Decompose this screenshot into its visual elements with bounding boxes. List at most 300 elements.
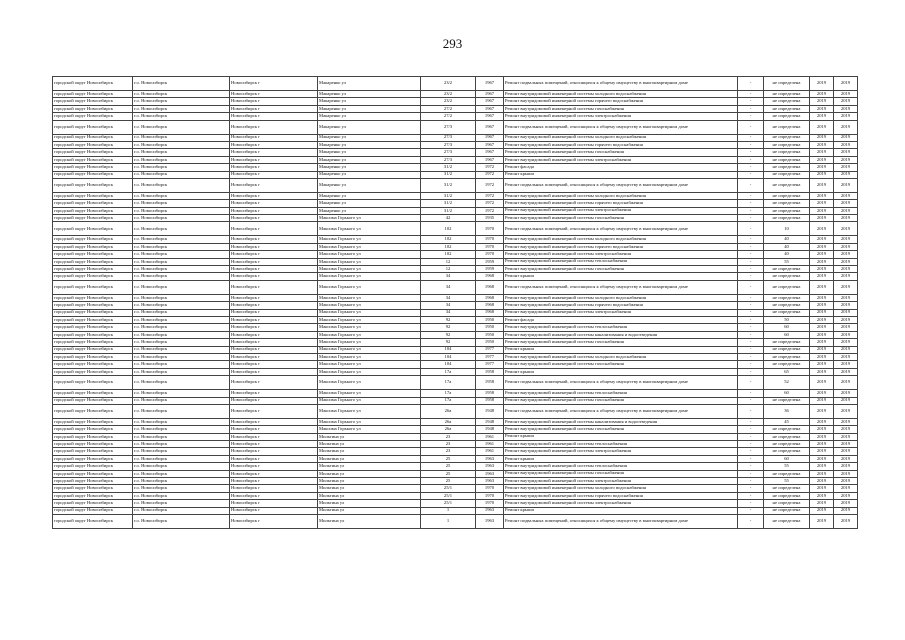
year-end-cell: 2019: [834, 200, 858, 207]
table-row: [53, 331, 858, 338]
street-cell: Максима Горького ул: [318, 280, 421, 294]
volume-cell: не определена: [764, 433, 810, 440]
table-row: [53, 266, 858, 273]
year-start-cell: 2019: [810, 91, 834, 98]
table-row: [53, 302, 858, 309]
city-cell: Новосибирск г: [230, 463, 318, 470]
house-number-cell: 27/3: [421, 149, 476, 156]
settlement-cell: г.о. Новосибирск: [133, 441, 230, 448]
table-row: [53, 404, 858, 418]
municipality-cell: городской округ Новосибирск: [53, 478, 133, 485]
year-start-cell: 2019: [810, 164, 834, 171]
work-type-cell: Ремонт внутридомовой инженерной системы канализования и водоотведения: [504, 418, 738, 425]
city-cell: Новосибирск г: [230, 243, 318, 250]
city-cell: Новосибирск г: [230, 236, 318, 243]
table-row: [53, 368, 858, 375]
city-cell: Новосибирск г: [230, 302, 318, 309]
settlement-cell: г.о. Новосибирск: [133, 390, 230, 397]
settlement-cell: г.о. Новосибирск: [133, 368, 230, 375]
table-row: [53, 236, 858, 243]
street-cell: Мильтина ул: [318, 507, 421, 514]
table-row: [53, 353, 858, 360]
settlement-cell: г.о. Новосибирск: [133, 294, 230, 301]
cost-cell: -: [738, 178, 764, 192]
table-row: [53, 192, 858, 199]
city-cell: Новосибирск г: [230, 448, 318, 455]
house-number-cell: 34: [421, 309, 476, 316]
settlement-cell: г.о. Новосибирск: [133, 105, 230, 112]
year-start-cell: 2019: [810, 309, 834, 316]
settlement-cell: г.о. Новосибирск: [133, 280, 230, 294]
year-end-cell: 2019: [834, 507, 858, 514]
volume-cell: не определена: [764, 280, 810, 294]
city-cell: Новосибирск г: [230, 485, 318, 492]
cost-cell: -: [738, 215, 764, 222]
year-start-cell: 2019: [810, 353, 834, 360]
year-start-cell: 2019: [810, 346, 834, 353]
work-type-cell: Ремонт внутридомовой инженерной системы газоснабжения: [504, 397, 738, 404]
street-cell: Максима Горького ул: [318, 426, 421, 433]
city-cell: Новосибирск г: [230, 98, 318, 105]
table-row: [53, 273, 858, 280]
volume-cell: 55: [764, 478, 810, 485]
year-start-cell: 2019: [810, 448, 834, 455]
table-row: [53, 105, 858, 112]
year-cell: 1958: [476, 368, 504, 375]
street-cell: Макаренко ул: [318, 134, 421, 141]
table-row: [53, 426, 858, 433]
work-type-cell: Ремонт внутридомовой инженерной системы холодного водоснабжения: [504, 236, 738, 243]
city-cell: Новосибирск г: [230, 397, 318, 404]
house-number-cell: 23: [421, 441, 476, 448]
year-end-cell: 2019: [834, 492, 858, 499]
municipality-cell: городской округ Новосибирск: [53, 485, 133, 492]
street-cell: Мильтина ул: [318, 500, 421, 507]
street-cell: Максима Горького ул: [318, 215, 421, 222]
year-cell: 1961: [476, 433, 504, 440]
work-type-cell: Ремонт внутридомовой инженерной системы электроснабжения: [504, 500, 738, 507]
city-cell: Новосибирск г: [230, 251, 318, 258]
year-start-cell: 2019: [810, 222, 834, 236]
year-cell: 1963: [476, 463, 504, 470]
year-start-cell: 2019: [810, 404, 834, 418]
house-number-cell: 27/3: [421, 156, 476, 163]
house-number-cell: 17а: [421, 376, 476, 390]
settlement-cell: г.о. Новосибирск: [133, 200, 230, 207]
year-end-cell: 2019: [834, 463, 858, 470]
year-end-cell: 2019: [834, 156, 858, 163]
work-type-cell: Ремонт подвальных помещений, относящихся к общему имуществу в многоквартирном доме: [504, 178, 738, 192]
house-number-cell: 26а: [421, 404, 476, 418]
municipality-cell: городской округ Новосибирск: [53, 266, 133, 273]
year-cell: 1972: [476, 171, 504, 178]
municipality-cell: городской округ Новосибирск: [53, 397, 133, 404]
year-cell: 1972: [476, 178, 504, 192]
street-cell: Макаренко ул: [318, 200, 421, 207]
year-end-cell: 2019: [834, 149, 858, 156]
table-row: [53, 141, 858, 148]
year-end-cell: 2019: [834, 192, 858, 199]
municipality-cell: городской округ Новосибирск: [53, 339, 133, 346]
volume-cell: 60: [764, 331, 810, 338]
volume-cell: не определена: [764, 192, 810, 199]
settlement-cell: г.о. Новосибирск: [133, 258, 230, 265]
year-start-cell: 2019: [810, 113, 834, 120]
year-end-cell: 2019: [834, 222, 858, 236]
year-end-cell: 2019: [834, 339, 858, 346]
street-cell: Мильтина ул: [318, 514, 421, 528]
year-start-cell: 2019: [810, 478, 834, 485]
street-cell: Максима Горького ул: [318, 404, 421, 418]
table-row: [53, 200, 858, 207]
work-type-cell: Ремонт внутридомовой инженерной системы холодного водоснабжения: [504, 353, 738, 360]
volume-cell: не определена: [764, 105, 810, 112]
year-start-cell: 2019: [810, 105, 834, 112]
table-row: [53, 500, 858, 507]
year-cell: 1950: [476, 339, 504, 346]
city-cell: Новосибирск г: [230, 77, 318, 91]
year-start-cell: 2019: [810, 258, 834, 265]
table-row: [53, 149, 858, 156]
year-end-cell: 2019: [834, 236, 858, 243]
house-number-cell: 25/1: [421, 485, 476, 492]
year-start-cell: 2019: [810, 149, 834, 156]
street-cell: Максима Горького ул: [318, 266, 421, 273]
municipality-cell: городской округ Новосибирск: [53, 149, 133, 156]
volume-cell: не определена: [764, 294, 810, 301]
year-start-cell: 2019: [810, 294, 834, 301]
settlement-cell: г.о. Новосибирск: [133, 141, 230, 148]
year-cell: 1968: [476, 280, 504, 294]
cost-cell: -: [738, 192, 764, 199]
volume-cell: не определена: [764, 113, 810, 120]
year-end-cell: 2019: [834, 448, 858, 455]
year-start-cell: 2019: [810, 316, 834, 323]
year-end-cell: 2019: [834, 294, 858, 301]
settlement-cell: г.о. Новосибирск: [133, 192, 230, 199]
street-cell: Мильтина ул: [318, 478, 421, 485]
year-cell: 1963: [476, 455, 504, 462]
street-cell: Максима Горького ул: [318, 316, 421, 323]
house-number-cell: 25: [421, 470, 476, 477]
house-number-cell: 31/2: [421, 178, 476, 192]
year-start-cell: 2019: [810, 200, 834, 207]
municipality-cell: городской округ Новосибирск: [53, 251, 133, 258]
cost-cell: -: [738, 433, 764, 440]
volume-cell: не определена: [764, 120, 810, 134]
work-type-cell: Ремонт внутридомовой инженерной системы горячего водоснабжения: [504, 492, 738, 499]
year-cell: 1968: [476, 302, 504, 309]
table-row: [53, 309, 858, 316]
table-row: [53, 215, 858, 222]
house-number-cell: 23/2: [421, 98, 476, 105]
year-start-cell: 2019: [810, 243, 834, 250]
cost-cell: -: [738, 251, 764, 258]
volume-cell: не определена: [764, 361, 810, 368]
settlement-cell: г.о. Новосибирск: [133, 273, 230, 280]
house-number-cell: 26а: [421, 418, 476, 425]
house-number-cell: 31/2: [421, 192, 476, 199]
table-body: [53, 77, 858, 529]
settlement-cell: г.о. Новосибирск: [133, 222, 230, 236]
volume-cell: 60: [764, 455, 810, 462]
year-end-cell: 2019: [834, 455, 858, 462]
table-row: [53, 98, 858, 105]
table-row: [53, 485, 858, 492]
work-type-cell: Ремонт внутридомовой инженерной системы холодного водоснабжения: [504, 91, 738, 98]
city-cell: Новосибирск г: [230, 105, 318, 112]
year-cell: 1967: [476, 149, 504, 156]
street-cell: Макаренко ул: [318, 164, 421, 171]
year-cell: 1967: [476, 77, 504, 91]
year-cell: 1970: [476, 500, 504, 507]
year-cell: 1972: [476, 192, 504, 199]
cost-cell: -: [738, 120, 764, 134]
settlement-cell: г.о. Новосибирск: [133, 251, 230, 258]
city-cell: Новосибирск г: [230, 455, 318, 462]
work-type-cell: Ремонт внутридомовой инженерной системы холодного водоснабжения: [504, 134, 738, 141]
year-start-cell: 2019: [810, 192, 834, 199]
work-type-cell: Ремонт внутридомовой инженерной системы газоснабжения: [504, 361, 738, 368]
municipality-cell: городской округ Новосибирск: [53, 492, 133, 499]
work-type-cell: Ремонт внутридомовой инженерной системы горячего водоснабжения: [504, 98, 738, 105]
municipality-cell: городской округ Новосибирск: [53, 500, 133, 507]
house-number-cell: 26а: [421, 426, 476, 433]
street-cell: Максима Горького ул: [318, 324, 421, 331]
year-start-cell: 2019: [810, 463, 834, 470]
municipality-cell: городской округ Новосибирск: [53, 178, 133, 192]
volume-cell: не определена: [764, 149, 810, 156]
volume-cell: не определена: [764, 156, 810, 163]
table-row: [53, 433, 858, 440]
year-start-cell: 2019: [810, 236, 834, 243]
city-cell: Новосибирск г: [230, 192, 318, 199]
house-number-cell: 23/2: [421, 91, 476, 98]
work-type-cell: Ремонт внутридомовой инженерной системы горячего водоснабжения: [504, 200, 738, 207]
year-cell: 1967: [476, 141, 504, 148]
municipality-cell: городской округ Новосибирск: [53, 280, 133, 294]
street-cell: Максима Горького ул: [318, 294, 421, 301]
street-cell: Максима Горького ул: [318, 397, 421, 404]
cost-cell: -: [738, 463, 764, 470]
cost-cell: -: [738, 164, 764, 171]
house-number-cell: 92: [421, 316, 476, 323]
street-cell: Максима Горького ул: [318, 339, 421, 346]
year-start-cell: 2019: [810, 280, 834, 294]
table-row: [53, 207, 858, 214]
year-cell: 1958: [476, 397, 504, 404]
year-cell: 1970: [476, 485, 504, 492]
year-start-cell: 2019: [810, 171, 834, 178]
table-row: [53, 346, 858, 353]
street-cell: Мильтина ул: [318, 441, 421, 448]
year-cell: 1972: [476, 207, 504, 214]
cost-cell: -: [738, 478, 764, 485]
work-type-cell: Ремонт крыши: [504, 455, 738, 462]
city-cell: Новосибирск г: [230, 376, 318, 390]
municipality-cell: городской округ Новосибирск: [53, 294, 133, 301]
settlement-cell: г.о. Новосибирск: [133, 77, 230, 91]
volume-cell: не определена: [764, 426, 810, 433]
table-row: [53, 455, 858, 462]
work-type-cell: Ремонт внутридомовой инженерной системы электроснабжения: [504, 478, 738, 485]
house-number-cell: 1: [421, 507, 476, 514]
city-cell: Новосибирск г: [230, 222, 318, 236]
municipality-cell: городской округ Новосибирск: [53, 353, 133, 360]
year-cell: 1963: [476, 514, 504, 528]
city-cell: Новосибирск г: [230, 478, 318, 485]
house-number-cell: 31/2: [421, 171, 476, 178]
table-row: [53, 376, 858, 390]
municipality-cell: городской округ Новосибирск: [53, 470, 133, 477]
cost-cell: -: [738, 507, 764, 514]
house-number-cell: 25/1: [421, 492, 476, 499]
work-type-cell: Ремонт подвальных помещений, относящихся к общему имуществу в многоквартирном доме: [504, 514, 738, 528]
municipality-cell: городской округ Новосибирск: [53, 243, 133, 250]
municipality-cell: городской округ Новосибирск: [53, 236, 133, 243]
house-number-cell: 92: [421, 331, 476, 338]
city-cell: Новосибирск г: [230, 164, 318, 171]
house-number-cell: 27/3: [421, 141, 476, 148]
house-number-cell: 104: [421, 346, 476, 353]
house-number-cell: 31/2: [421, 207, 476, 214]
year-start-cell: 2019: [810, 339, 834, 346]
house-number-cell: 42: [421, 215, 476, 222]
year-start-cell: 2019: [810, 331, 834, 338]
cost-cell: -: [738, 156, 764, 163]
city-cell: Новосибирск г: [230, 361, 318, 368]
municipality-cell: городской округ Новосибирск: [53, 448, 133, 455]
municipality-cell: городской округ Новосибирск: [53, 77, 133, 91]
year-end-cell: 2019: [834, 243, 858, 250]
settlement-cell: г.о. Новосибирск: [133, 514, 230, 528]
municipality-cell: городской округ Новосибирск: [53, 98, 133, 105]
work-type-cell: Ремонт внутридомовой инженерной системы газоснабжения: [504, 470, 738, 477]
house-number-cell: 34: [421, 294, 476, 301]
street-cell: Максима Горького ул: [318, 346, 421, 353]
cost-cell: -: [738, 149, 764, 156]
house-number-cell: 34: [421, 273, 476, 280]
settlement-cell: г.о. Новосибирск: [133, 149, 230, 156]
work-type-cell: Ремонт внутридомовой инженерной системы газоснабжения: [504, 266, 738, 273]
volume-cell: не определена: [764, 470, 810, 477]
cost-cell: -: [738, 470, 764, 477]
year-cell: 1950: [476, 316, 504, 323]
table-row: [53, 113, 858, 120]
table-row: [53, 77, 858, 91]
city-cell: Новосибирск г: [230, 294, 318, 301]
street-cell: Максима Горького ул: [318, 273, 421, 280]
work-type-cell: Ремонт внутридомовой инженерной системы электроснабжения: [504, 448, 738, 455]
year-cell: 1970: [476, 236, 504, 243]
year-cell: 1961: [476, 448, 504, 455]
street-cell: Максима Горького ул: [318, 376, 421, 390]
municipality-cell: городской округ Новосибирск: [53, 156, 133, 163]
table-row: [53, 463, 858, 470]
work-type-cell: Ремонт крыши: [504, 433, 738, 440]
year-end-cell: 2019: [834, 433, 858, 440]
volume-cell: не определена: [764, 346, 810, 353]
cost-cell: -: [738, 485, 764, 492]
table-row: [53, 251, 858, 258]
year-cell: 1967: [476, 134, 504, 141]
work-type-cell: Ремонт внутридомовой инженерной системы горячего водоснабжения: [504, 243, 738, 250]
city-cell: Новосибирск г: [230, 492, 318, 499]
house-number-cell: 102: [421, 236, 476, 243]
cost-cell: -: [738, 141, 764, 148]
volume-cell: не определена: [764, 339, 810, 346]
year-cell: 1948: [476, 404, 504, 418]
year-start-cell: 2019: [810, 368, 834, 375]
work-type-cell: Ремонт внутридомовой инженерной системы электроснабжения: [504, 156, 738, 163]
year-cell: 1972: [476, 164, 504, 171]
municipality-cell: городской округ Новосибирск: [53, 390, 133, 397]
cost-cell: -: [738, 331, 764, 338]
street-cell: Макаренко ул: [318, 149, 421, 156]
city-cell: Новосибирск г: [230, 171, 318, 178]
table-row: [53, 164, 858, 171]
year-end-cell: 2019: [834, 426, 858, 433]
year-end-cell: 2019: [834, 368, 858, 375]
city-cell: Новосибирск г: [230, 134, 318, 141]
municipality-cell: городской округ Новосибирск: [53, 200, 133, 207]
volume-cell: 55: [764, 463, 810, 470]
settlement-cell: г.о. Новосибирск: [133, 98, 230, 105]
year-start-cell: 2019: [810, 178, 834, 192]
municipality-cell: городской округ Новосибирск: [53, 222, 133, 236]
cost-cell: -: [738, 273, 764, 280]
year-cell: 1961: [476, 441, 504, 448]
work-type-cell: Ремонт подвальных помещений, относящихся к общему имуществу в многоквартирном доме: [504, 376, 738, 390]
settlement-cell: г.о. Новосибирск: [133, 455, 230, 462]
city-cell: Новосибирск г: [230, 280, 318, 294]
year-start-cell: 2019: [810, 302, 834, 309]
year-end-cell: 2019: [834, 98, 858, 105]
year-end-cell: 2019: [834, 514, 858, 528]
year-end-cell: 2019: [834, 361, 858, 368]
year-end-cell: 2019: [834, 390, 858, 397]
municipality-cell: городской округ Новосибирск: [53, 316, 133, 323]
street-cell: Мильтина ул: [318, 433, 421, 440]
cost-cell: -: [738, 339, 764, 346]
cost-cell: -: [738, 236, 764, 243]
cost-cell: -: [738, 390, 764, 397]
house-number-cell: 104: [421, 353, 476, 360]
street-cell: Максима Горького ул: [318, 368, 421, 375]
work-type-cell: Ремонт внутридомовой инженерной системы электроснабжения: [504, 207, 738, 214]
work-type-cell: Ремонт внутридомовой инженерной системы газоснабжения: [504, 149, 738, 156]
year-cell: 1977: [476, 361, 504, 368]
year-start-cell: 2019: [810, 507, 834, 514]
table-row: [53, 178, 858, 192]
settlement-cell: г.о. Новосибирск: [133, 134, 230, 141]
settlement-cell: г.о. Новосибирск: [133, 156, 230, 163]
street-cell: Макаренко ул: [318, 105, 421, 112]
table-row: [53, 120, 858, 134]
work-type-cell: Ремонт внутридомовой инженерной системы электроснабжения: [504, 251, 738, 258]
year-start-cell: 2019: [810, 156, 834, 163]
house-number-cell: 25/1: [421, 500, 476, 507]
year-start-cell: 2019: [810, 266, 834, 273]
cost-cell: -: [738, 426, 764, 433]
year-cell: 1967: [476, 120, 504, 134]
year-end-cell: 2019: [834, 120, 858, 134]
cost-cell: -: [738, 266, 764, 273]
year-end-cell: 2019: [834, 470, 858, 477]
year-start-cell: 2019: [810, 492, 834, 499]
cost-cell: -: [738, 294, 764, 301]
year-end-cell: 2019: [834, 316, 858, 323]
